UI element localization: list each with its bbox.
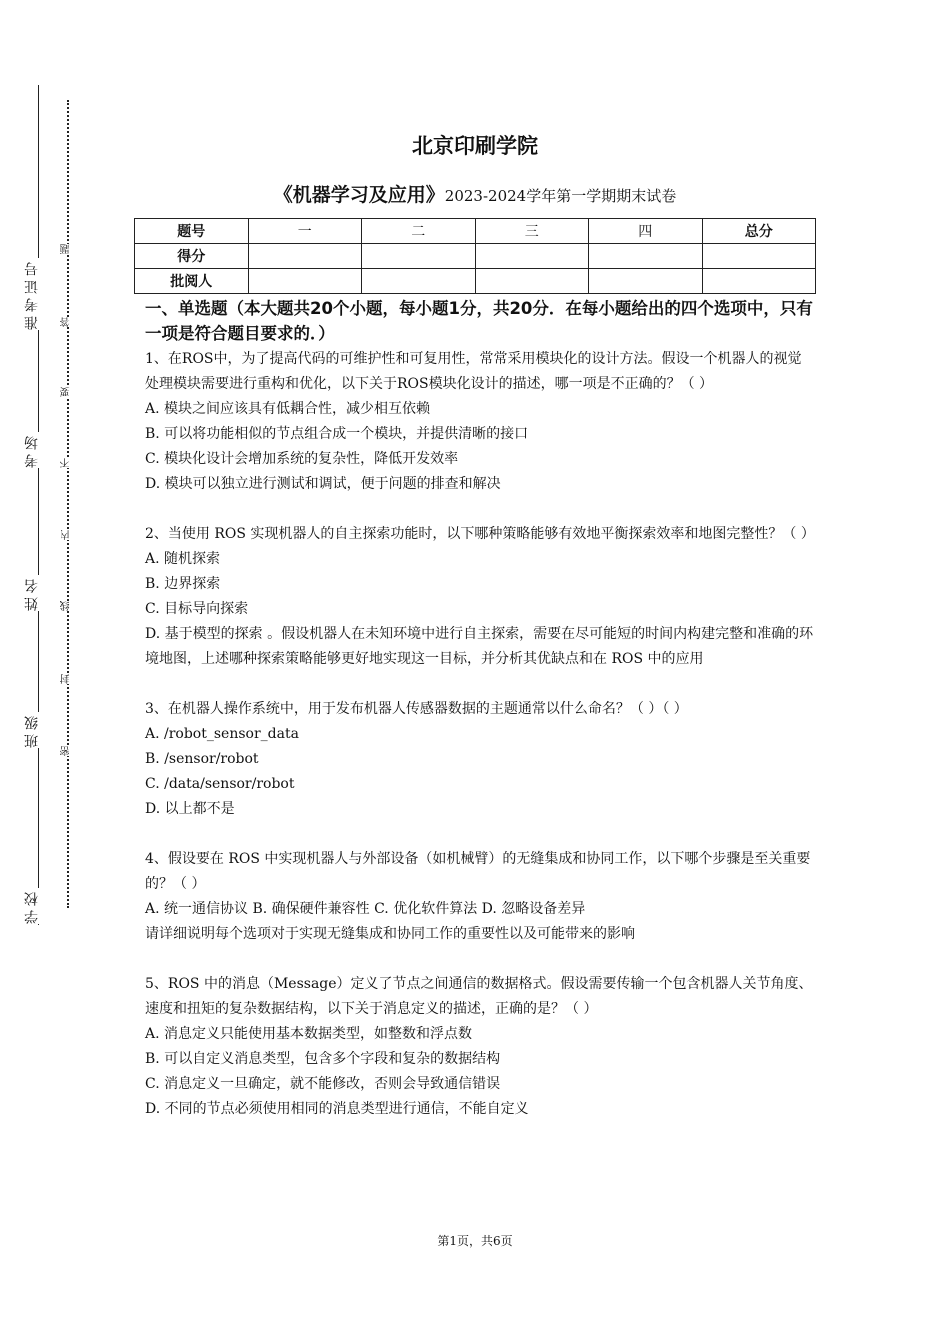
section-title: 一、单选题（本大题共20个小题，每小题1分，共20分．在每小题给出的四个选项中，只有一项是符合题目要求的．） — [145, 299, 813, 343]
option-a: A. 消息定义只能使用基本数据类型，如整数和浮点数 — [145, 1026, 473, 1042]
seal-char: 要 — [61, 387, 72, 397]
exam-title — [0, 180, 950, 207]
header-cell: 总分 — [702, 219, 816, 244]
score-cell[interactable] — [248, 244, 362, 269]
question-5 — [145, 972, 815, 1122]
option-c: C. 目标导向探索 — [145, 601, 249, 617]
seal-char: 密 — [61, 746, 72, 756]
header-cell: 二 — [362, 219, 476, 244]
question-stem: 4、假设要在 ROS 中实现机器人与外部设备（如机械臂）的无缝集成和协同工作，以下哪个步骤是至关重要的？（ ） — [145, 851, 811, 892]
header-cell: 三 — [475, 219, 589, 244]
course-name: 《机器学习及应用》 — [273, 184, 445, 206]
row-label: 批阅人 — [135, 269, 249, 294]
question-stem: 5、ROS 中的消息（Message）定义了节点之间通信的数据格式。假设需要传输一个包含机器人关节角度、速度和扭矩的复杂数据结构，以下关于消息定义的描述，正确的是？（ ） — [145, 976, 813, 1017]
seal-char: 内 — [61, 530, 72, 540]
grader-cell[interactable] — [362, 269, 476, 294]
score-cell[interactable] — [702, 244, 816, 269]
exam-content — [145, 296, 815, 1147]
option-a: A. 随机探索 — [145, 551, 221, 567]
question-2 — [145, 522, 815, 672]
seal-char: 封 — [61, 674, 72, 684]
score-cell[interactable] — [362, 244, 476, 269]
question-extra: 请详细说明每个选项对于实现无缝集成和协同工作的重要性以及可能带来的影响 — [145, 926, 635, 942]
question-3 — [145, 697, 815, 822]
option-b: B. 可以自定义消息类型，包含多个字段和复杂的数据结构 — [145, 1051, 501, 1067]
option-d: D. 不同的节点必须使用相同的消息类型进行通信，不能自定义 — [145, 1101, 529, 1117]
option-c: C. 消息定义一旦确定，就不能修改，否则会导致通信错误 — [145, 1076, 501, 1092]
grader-cell[interactable] — [248, 269, 362, 294]
question-1 — [145, 347, 815, 497]
page-number: 第1页，共6页 — [437, 1234, 513, 1248]
option-d: D. 以上都不是 — [145, 801, 235, 817]
row-label: 得分 — [135, 244, 249, 269]
grader-cell[interactable] — [475, 269, 589, 294]
score-table — [134, 218, 816, 294]
seal-char: 线 — [61, 601, 72, 611]
question-stem: 2、当使用 ROS 实现机器人的自主探索功能时，以下哪种策略能够有效地平衡探索效率和地图完整性？（ ） — [145, 526, 815, 542]
option-d: D. 模块可以独立进行测试和调试，便于问题的排查和解决 — [145, 476, 501, 492]
seal-char: 不 — [61, 458, 72, 468]
option-b: B. 可以将功能相似的节点组合成一个模块，并提供清晰的接口 — [145, 426, 529, 442]
binding-solid-line — [38, 85, 39, 925]
label-name: 姓名 — [24, 575, 40, 611]
score-table-header-row — [135, 219, 816, 244]
question-stem: 3、在机器人操作系统中，用于发布机器人传感器数据的主题通常以什么命名？（ ）（ ） — [145, 701, 688, 717]
option-a: A. 模块之间应该具有低耦合性，减少相互依赖 — [145, 401, 431, 417]
grader-cell[interactable] — [589, 269, 703, 294]
school-name: 北京印刷学院 — [412, 134, 538, 158]
score-cell[interactable] — [475, 244, 589, 269]
score-row — [135, 244, 816, 269]
label-class: 班级 — [24, 712, 40, 748]
header-cell: 四 — [589, 219, 703, 244]
question-4 — [145, 847, 815, 947]
grader-cell[interactable] — [702, 269, 816, 294]
label-school: 学校 — [24, 888, 40, 924]
header-cell: 一 — [248, 219, 362, 244]
header-cell: 题号 — [135, 219, 249, 244]
seal-char: 答 — [61, 317, 72, 327]
option-b: B. 边界探索 — [145, 576, 221, 592]
option-b: B. /sensor/robot — [145, 751, 259, 767]
options-inline: A. 统一通信协议 B. 确保硬件兼容性 C. 优化软件算法 D. 忽略设备差异 — [145, 901, 586, 917]
score-cell[interactable] — [589, 244, 703, 269]
label-admission-number: 准考证号 — [24, 258, 40, 330]
exam-term: 2023-2024学年第一学期期末试卷 — [444, 187, 677, 205]
grader-row — [135, 269, 816, 294]
seal-char: 题 — [61, 244, 72, 254]
seal-dotted-line — [67, 100, 69, 908]
option-a: A. /robot_sensor_data — [145, 726, 299, 742]
question-stem: 1、在ROS中，为了提高代码的可维护性和可复用性，常常采用模块化的设计方法。假设一个机器人的视觉处理模块需要进行重构和优化，以下关于ROS模块化设计的描述，哪一项是不正确的？（ ） — [145, 351, 802, 392]
option-c: C. /data/sensor/robot — [145, 776, 295, 792]
label-exam-room: 考场 — [24, 432, 40, 468]
option-d: D. 基于模型的探索 。假设机器人在未知环境中进行自主探索，需要在尽可能短的时间内构建完整和准确的环境地图，上述哪种探索策略能够更好地实现这一目标，并分析其优缺点和在 ROS 中的应用 — [145, 626, 814, 667]
option-c: C. 模块化设计会增加系统的复杂性，降低开发效率 — [145, 451, 459, 467]
